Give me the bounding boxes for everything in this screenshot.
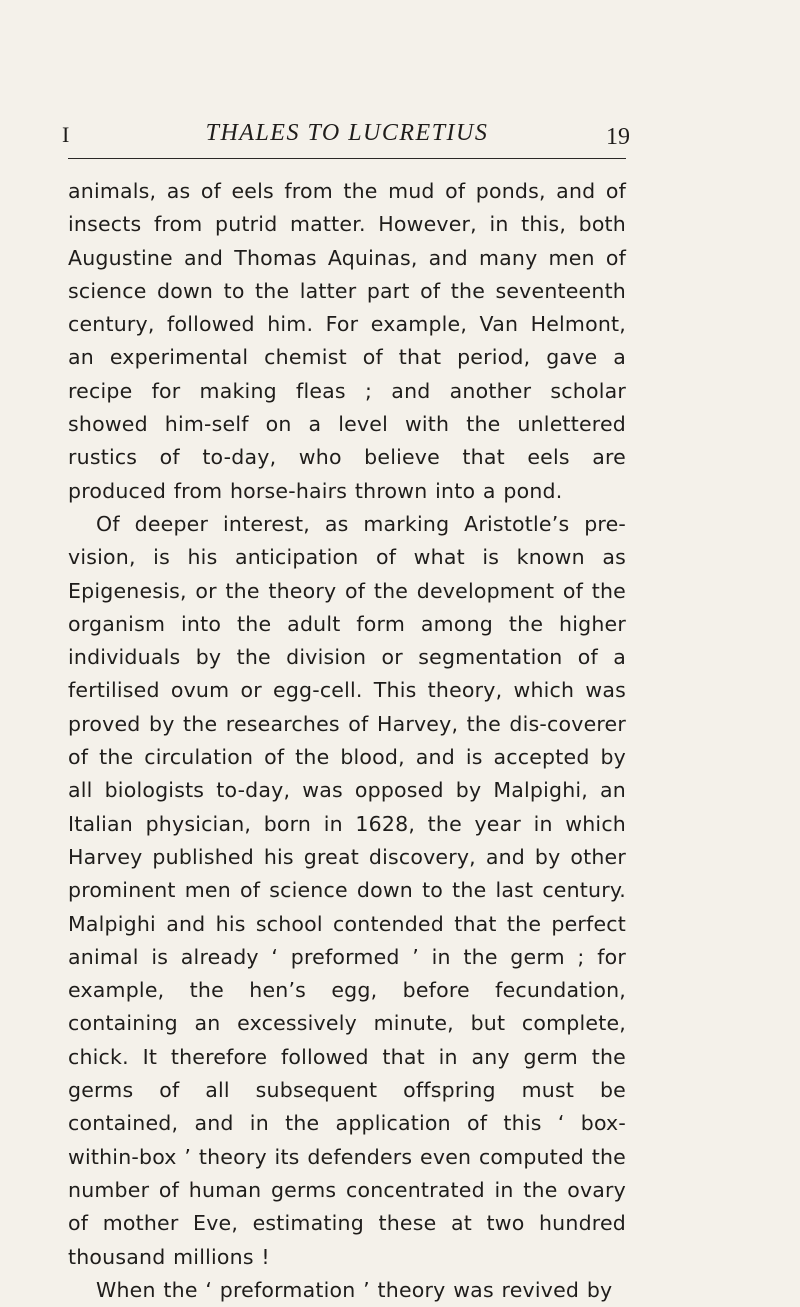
book-page (62, 0, 630, 1302)
paragraph-3: When the ‘ preformation ’ theory was revived by (96, 1277, 613, 1302)
paragraph-1: animals, as of eels from the mud of ponds, and of insects from putrid matter. However, in this, both Augustine and Thomas Aquinas, and many men of science down to the latter part of the seventeenth century, followed him. For example, Van Helmont, an experimental chemist of that period, gave a recipe for making fleas ; and another scholar showed him-self on a level with the unlettered rustics of to-day, who believe that eels are produced from horse-hairs thrown into a pond. (68, 179, 626, 503)
chapter-number: I (62, 122, 70, 147)
page-number: 19 (606, 124, 630, 150)
paragraph-2: Of deeper interest, as marking Aristotle’s pre-vision, is his anticipation of what is known as Epigenesis, or the theory of the development of the organism into the adult form among the higher individuals by the division or segmentation of a fertilised ovum or egg-cell. This theory, which was proved by the researches of Harvey, the dis-coverer of the circulation of the blood, and is accepted by all biologists to-day, was opposed by Malpighi, an Italian physician, born in 1628, the year in which Harvey published his great discovery, and by other prominent men of science down to the last century. Malpighi and his school contended that the perfect animal is already ‘ preformed ’ in the germ ; for example, the hen’s egg, before fecundation, containing an excessively minute, but complete, chick. It therefore followed that in any germ the germs of all subsequent offspring must be contained, and in the application of this ‘ box-within-box ’ theory its defenders even computed the number of human germs concentrated in the ovary of mother Eve, estimating these at two hundred thousand millions ! (68, 511, 626, 1269)
running-head (62, 120, 630, 154)
body-text (68, 175, 626, 1307)
header-rule (68, 158, 626, 159)
running-title: THALES TO LUCRETIUS (205, 120, 489, 146)
